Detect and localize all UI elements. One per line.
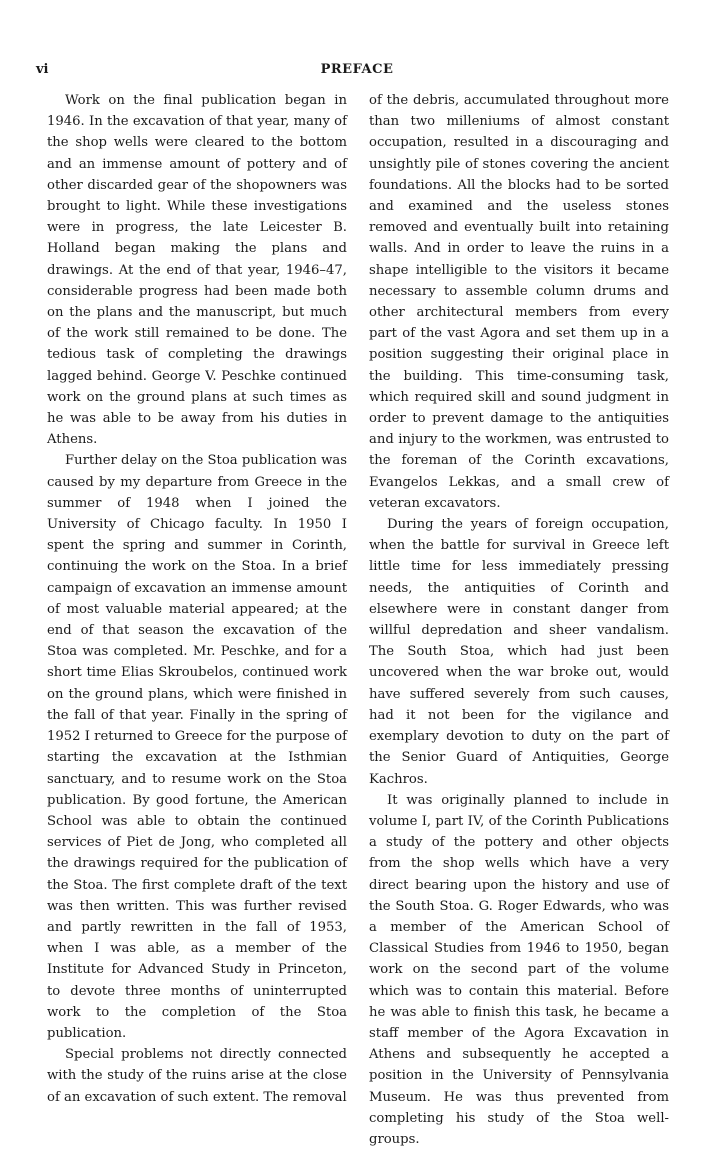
paragraph: Further delay on the Stoa publication was caused by my departure from Greece in the summer of 1948 when I joined the University of Chicago faculty. In 1950 I spent the spring and summer in Corinth, continuing the work on the Stoa. In a brief campaign of excavation an immense amount of most valuable material appeared; at the end of that season the excavation of the Stoa was completed. Mr. Peschke, and for a short time Elias Skroubelos, continued work on the ground plans, which were finished in the fall of that year. Finally in the spring of 1952 I returned to Greece for the purpose of starting the excavation at the Isthmian sanctuary, and to resume work on the Stoa publication. By good fortune, the American School was able to obtain the continued services of Piet de Jong, who completed all the drawings required for the publication of the Stoa. The first complete draft of the text was then written. This was further revised and partly rewritten in the fall of 1953, when I was able, as a member of the Institute for Advanced Study in Princeton, to devote three months of uninterrupted work to the completion of the Stoa publication. bbox=[47, 453, 347, 1041]
running-head: PREFACE bbox=[320, 62, 394, 77]
paragraph-continued: of the debris, accumulated throughout more than two milleniums of almost constant occupation, resulted in a discouraging and unsightly pile of stones covering the ancient foundations. All the blocks had to be sorted and examined and the useless stones removed and eventually built into retaining walls. And in order to leave the ruins in a shape intelligible to the visitors it became necessary to assemble column drums and other architectural members from every part of the vast Agora and set them up in a position suggesting their original place in the building. This time-consuming task, which required skill and sound judgment in order to prevent damage to the antiquities and injury to the workmen, was entrusted to the foreman of the Corinth excavations, Evangelos Lekkas, and a small crew of veteran excavators. bbox=[369, 93, 669, 511]
paragraph: Work on the final publication began in 1946. In the excavation of that year, many of the shop wells were cleared to the bottom and an immense amount of pottery and of other discarded gear of the shopowners was brought to light. While these investigations were in progress, the late Leicester B. Holland began making the plans and drawings. At the end of that year, 1946–47, considerable progress had been made both on the plans and the manuscript, but much of the work still remained to be done. The tedious task of completing the drawings lagged behind. George V. Peschke continued work on the ground plans at such times as he was able to be away from his duties in Athens. bbox=[47, 93, 347, 448]
left-column bbox=[47, 90, 347, 1150]
right-column bbox=[369, 90, 669, 1150]
page-number: vi bbox=[36, 62, 49, 77]
paragraph: During the years of foreign occupation, when the battle for survival in Greece left little time for less immediately pressing needs, the antiquities of Corinth and elsewhere were in constant danger from willful depredation and sheer vandalism. The South Stoa, which had just been uncovered when the war broke out, would have suffered severely from such causes, had it not been for the vigilance and exemplary devotion to duty on the part of the Senior Guard of Antiquities, George Kachros. bbox=[369, 517, 669, 787]
paragraph: Special problems not directly connected with the study of the ruins arise at the close of an excavation of such extent. The removal bbox=[47, 1047, 347, 1105]
paragraph: It was originally planned to include in volume I, part IV, of the Corinth Publications a study of the pottery and other objects from the shop wells which have a very direct bearing upon the history and use of the South Stoa. G. Roger Edwards, who was a member of the American School of Classical Studies from 1946 to 1950, began work on the second part of the volume which was to contain this material. Before he was able to finish this task, he became a staff member of the Agora Excavation in Athens and subsequently he accepted a position in the University of Pennsylvania Museum. He was thus prevented from completing his study of the Stoa well-groups. bbox=[369, 792, 669, 1147]
text-body bbox=[47, 90, 669, 1150]
